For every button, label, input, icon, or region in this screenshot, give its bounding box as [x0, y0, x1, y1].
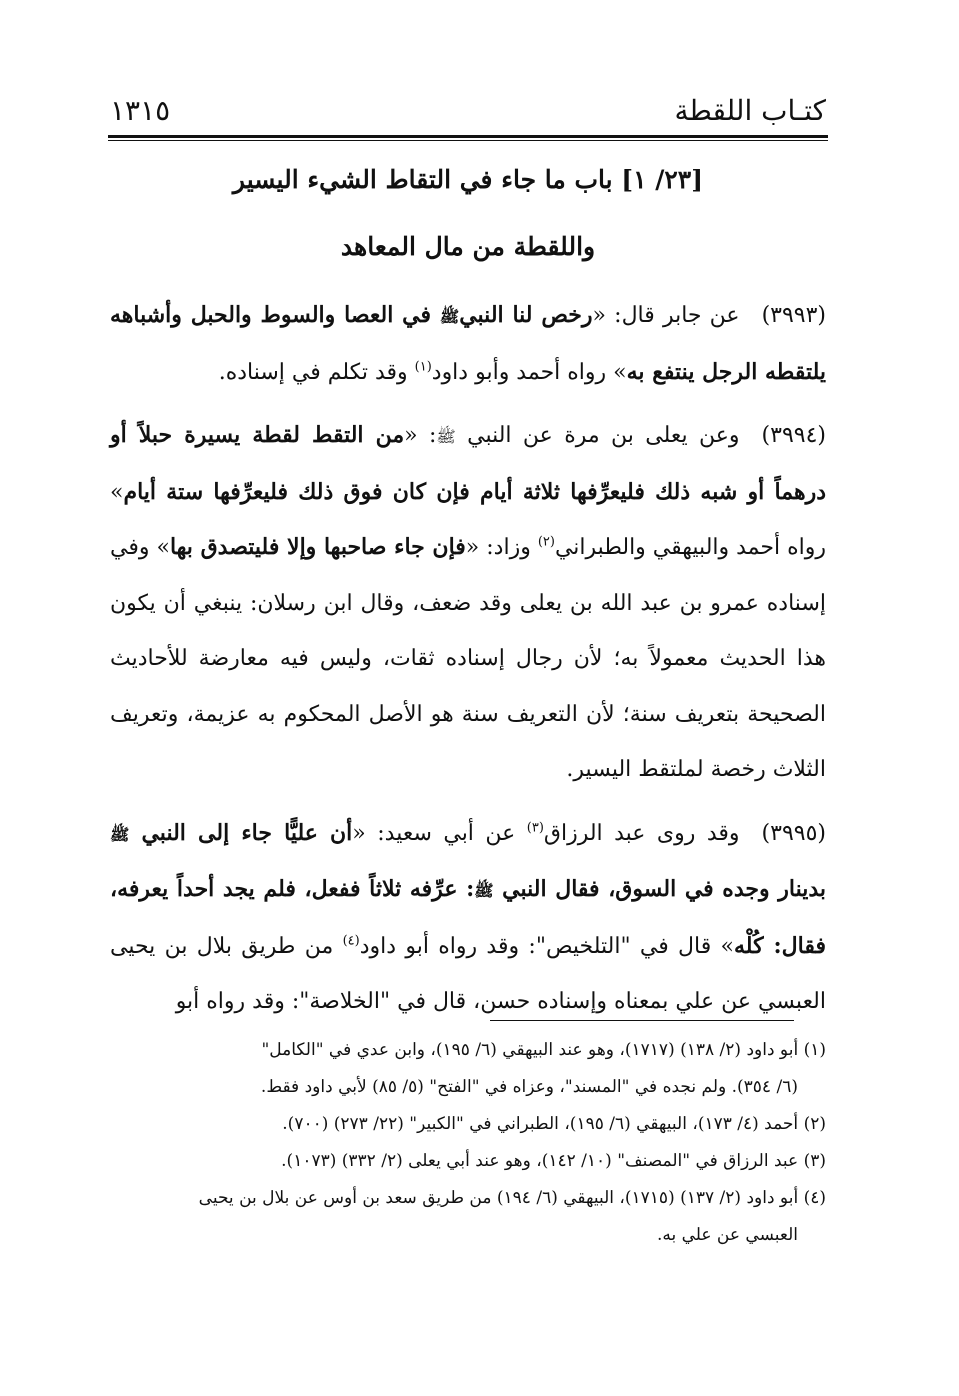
text-segment: وقد روى عبد الرزاق — [543, 820, 740, 846]
text-segment: » رواه أحمد وأبو داود — [431, 359, 627, 385]
text-segment: » وفي إسناده عمرو بن عبد الله بن يعلى وقد ضعف، وقال ابن رسلان: ينبغي أن يكون هذا الحديث معمولاً به؛ لأن رجال إسناده ثقات، وليس فيه معارضة للأحاديث الصحيحة بتعريف سنة؛ لأن التعريف سنة هو الأصل المحكوم به عزيمة، وتعريف الثلاث رخصة لملتقط اليسير. — [110, 535, 826, 782]
hadith-quote: في العصا والسوط والحبل وأشباهه يلتقطه الرجل ينتفع به — [110, 302, 826, 385]
footnote-3 — [110, 1143, 826, 1180]
text-segment: » رواه أحمد والبيهقي والطبراني — [110, 479, 826, 560]
page-header — [110, 88, 826, 134]
footnote-text: أحمد (٤/ ١٧٣)، البيهقي (٦/ ١٩٥)، الطبراني في "الكبير" (٢٢/ ٢٧٣) (٧٠٠). — [282, 1114, 799, 1134]
footnote-1 — [110, 1032, 826, 1106]
hadith-number: (٣٩٩٣) — [761, 303, 827, 328]
hadith-quote: فإن جاء صاحبها وإلا فليتصدق بها — [169, 534, 466, 560]
footnote-text: العبسي عن علي به. — [656, 1225, 798, 1245]
footnote-text: أبو داود (٢/ ١٣٨) (١٧١٧)، وهو عند البيهقي (٦/ ١٩٥)، وابن عدي في "الكامل" — [261, 1040, 799, 1060]
text-segment: وقد تكلم في إسناده. — [218, 359, 415, 385]
salutation-glyph: ﷺ — [474, 881, 494, 900]
chapter-subtitle: واللقطة من مال المعاهد — [340, 232, 596, 261]
salutation-glyph: ﷺ — [436, 427, 456, 446]
footnote-text: أبو داود (٢/ ١٣٧) (١٧١٥)، البيهقي (٦/ ١٩٤) من طريق سعد بن أوس عن بلال بن يحيى — [198, 1188, 799, 1208]
text-segment: عن أبي سعيد: « — [352, 820, 527, 846]
hadith-3995 — [110, 806, 826, 1030]
footnotes — [110, 1032, 826, 1254]
hadith-3994 — [110, 408, 826, 798]
footnote-ref[interactable]: (١) — [414, 359, 432, 375]
hadith-quote: رخص لنا النبي — [459, 302, 593, 328]
text-segment: وزاد: « — [465, 535, 538, 560]
hadith-number: (٣٩٩٥) — [761, 820, 826, 846]
footnote-ref[interactable]: (٣) — [526, 820, 544, 836]
footnote-number: (٤) — [803, 1188, 826, 1208]
footnote-ref[interactable]: (٤) — [342, 933, 360, 949]
header-rule — [108, 135, 828, 141]
hadith-quote: : عرِّفه ثلاثاً ففعل، فلم يجد أحداً يعرفه، فقال: كُلْه — [110, 876, 826, 959]
footnote-4 — [110, 1180, 826, 1254]
salutation-glyph: ﷺ — [439, 307, 460, 326]
footnote-2 — [110, 1106, 826, 1143]
hadith-3993 — [110, 288, 826, 400]
footnote-separator — [490, 1020, 794, 1021]
footnote-number: (٣) — [803, 1151, 826, 1171]
text-segment: : « — [404, 423, 437, 448]
page-number: ١٣١٥ — [110, 94, 171, 127]
hadith-quote: أن عليًّا جاء إلى النبي — [129, 819, 353, 846]
footnote-text: عبد الرزاق في "المصنف" (١٠/ ١٤٢)، وهو عند أبي يعلى (٢/ ٣٣٢) (١٠٧٣). — [281, 1151, 799, 1171]
footnote-number: (٢) — [803, 1114, 826, 1134]
footnote-text: (٦/ ٣٥٤). ولم نجده في "المسند"، وعزاه في "الفتح" (٥/ ٨٥) لأبي داود فقط. — [260, 1077, 798, 1097]
hadith-quote: بدينار وجده في السوق، فقال النبي — [493, 876, 827, 902]
text-segment: » قال في "التلخيص": وقد رواه أبو داود — [359, 933, 735, 959]
hadith-number: (٣٩٩٤) — [761, 423, 826, 448]
salutation-glyph: ﷺ — [110, 824, 130, 844]
main-text — [110, 288, 826, 1038]
text-segment: من طريق بلال بن يحيى العبسي عن علي بمعناه وإسناده حسن، قال في "الخلاصة": وقد رواه أبو — [110, 933, 826, 1014]
footnote-number: (١) — [803, 1040, 826, 1060]
text-segment: وعن يعلى بن مرة عن النبي — [455, 423, 740, 448]
footnote-ref[interactable]: (٢) — [537, 534, 555, 550]
chapter-title: [٢٣/ ١] باب ما جاء في التقاط الشيء اليسير — [232, 165, 704, 194]
text-segment: عن جابر قال: « — [592, 303, 740, 328]
book-title: كتـاب اللقطة — [674, 94, 826, 127]
hadith-quote: من التقط لقطة يسيرة حبلاً أو درهماً أو شبه ذلك فليعرِّفها ثلاثة أيام فإن كان فوق ذلك فليعرِّفها ستة أيام — [110, 422, 826, 505]
